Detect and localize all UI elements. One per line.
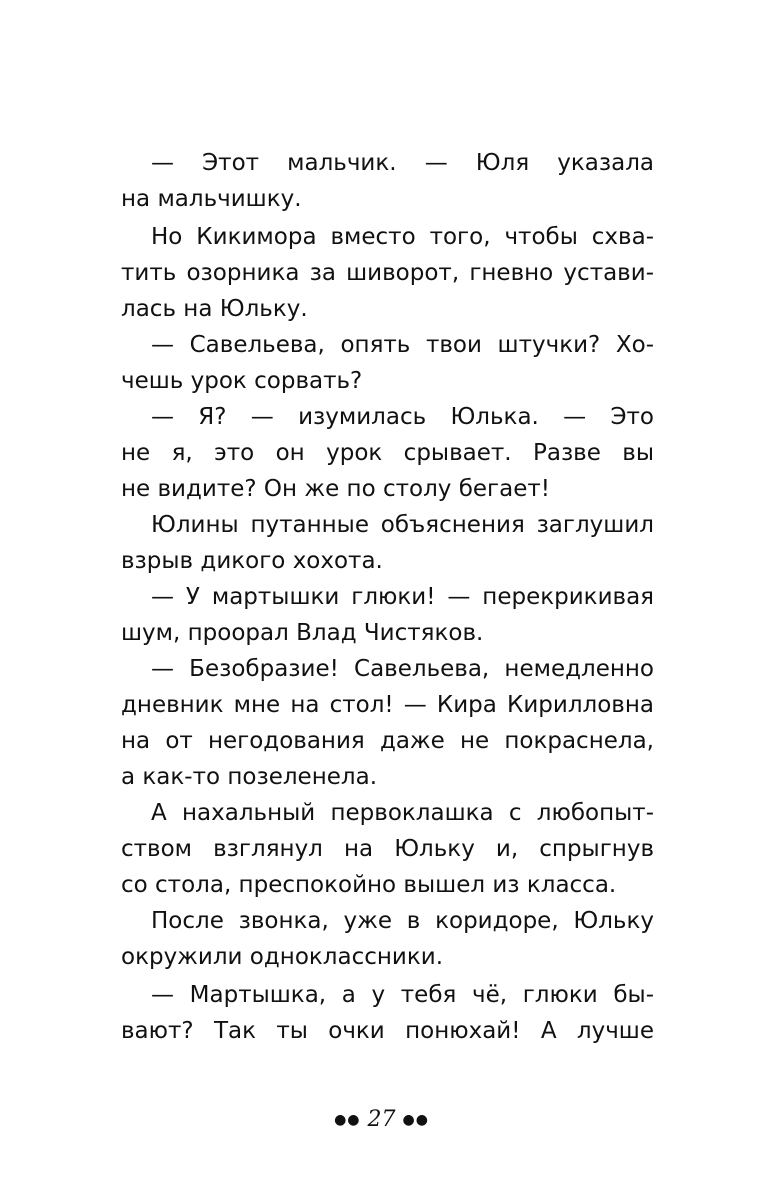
ornament-dots-right: ●● (402, 1112, 429, 1128)
text-line: — У мартышки глюки! — перекрикивая (151, 584, 654, 610)
text-line: — Безобразие! Савельева, немедленно (151, 656, 654, 682)
text-line: — Мартышка, а у тебя чё, глюки бы- (151, 982, 654, 1008)
text-line: Юлины путанные объяснения заглушил (151, 512, 654, 538)
text-line: — Савельева, опять твои штучки? Хо- (151, 332, 654, 358)
text-line: После звонка, уже в коридоре, Юльку (151, 908, 654, 934)
text-line: чешь урок сорвать? (121, 368, 363, 394)
text-line: шум, проорал Влад Чистяков. (121, 620, 484, 646)
text-line: на от негодования даже не покраснела, (121, 728, 654, 754)
text-line: не видите? Он же по столу бегает! (121, 476, 550, 502)
page-number-value: 27 (367, 1107, 396, 1132)
text-line: А нахальный первоклашка с любопыт- (151, 800, 654, 826)
text-line: со стола, преспокойно вышел из класса. (121, 872, 617, 898)
text-line: — Я? — изумилась Юлька. — Это (151, 404, 654, 430)
text-line: тить озорника за шиворот, гневно устави- (121, 260, 654, 286)
text-line: а как-то позеленела. (121, 764, 377, 790)
text-line: лась на Юльку. (121, 296, 308, 322)
page-number (0, 1100, 763, 1140)
text-line: вают? Так ты очки понюхай! А лучше (121, 1018, 654, 1044)
text-line: ством взглянул на Юльку и, спрыгнув (121, 836, 654, 862)
text-line: — Этот мальчик. — Юля указала (151, 150, 654, 176)
text-line: Но Кикимора вместо того, чтобы схва- (151, 224, 654, 250)
text-line: не я, это он урок срывает. Разве вы (121, 440, 654, 466)
text-line: окружили одноклассники. (121, 944, 443, 970)
text-line: взрыв дикого хохота. (121, 548, 383, 574)
text-line: на мальчишку. (121, 186, 302, 212)
ornament-dots-left: ●● (334, 1112, 361, 1128)
text-line: дневник мне на стол! — Кира Кирилловна (121, 692, 654, 718)
